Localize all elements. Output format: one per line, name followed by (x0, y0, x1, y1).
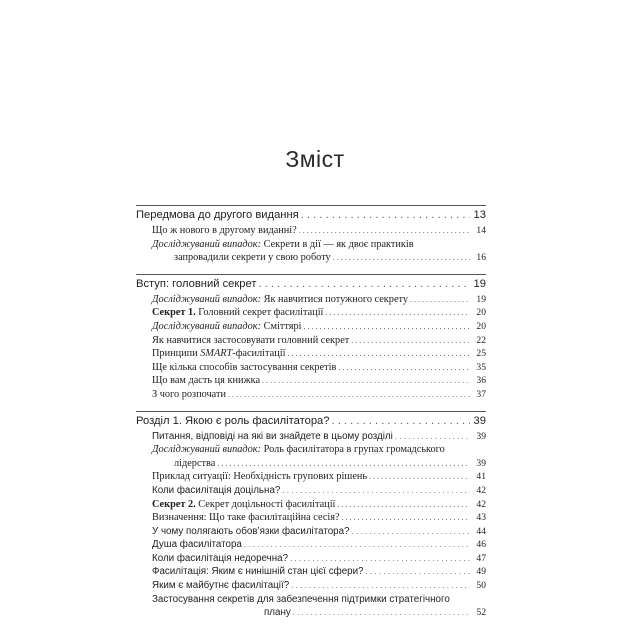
toc-heading-label: Вступ: головний секрет (136, 277, 257, 290)
dot-leader (291, 579, 470, 593)
toc-entry[interactable] (136, 430, 486, 444)
toc-entry-label: Що вам дасть ця книжка (152, 375, 261, 387)
toc-heading-page: 39 (473, 414, 486, 427)
toc-entry-label: У чому полягають обов’язки фасилітатора? (152, 525, 350, 537)
toc-entry[interactable] (136, 334, 486, 348)
toc-entry-label: Як навчитися застосовувати головний секрет (152, 334, 350, 346)
toc-entry-page: 42 (476, 484, 486, 496)
toc-entry-multiline[interactable] (136, 443, 486, 470)
toc-entry[interactable] (136, 320, 486, 334)
toc-entry[interactable] (136, 306, 486, 320)
toc-section-chapter-1 (136, 411, 486, 620)
toc-entry[interactable] (136, 361, 486, 375)
toc-entry-label: Сміттярі (261, 320, 302, 332)
toc-entry-page: 41 (476, 471, 486, 483)
toc-entry[interactable] (136, 498, 486, 512)
toc-entry[interactable] (136, 347, 486, 361)
toc-entry[interactable] (136, 538, 486, 552)
toc-entry-page: 20 (476, 320, 486, 332)
table-of-contents (136, 205, 486, 629)
toc-entry[interactable] (136, 511, 486, 525)
toc-heading[interactable] (136, 207, 486, 224)
toc-entry-page: 39 (476, 430, 486, 442)
dot-leader (333, 251, 470, 265)
toc-heading-page: 13 (473, 209, 486, 221)
toc-heading-page: 19 (473, 277, 486, 290)
dot-leader (244, 538, 470, 552)
dot-leader (217, 457, 470, 471)
toc-entry-multiline[interactable] (136, 593, 486, 620)
toc-entry-page: 19 (476, 293, 486, 305)
dot-leader (282, 484, 470, 498)
toc-entry[interactable] (136, 293, 486, 307)
toc-entry[interactable] (136, 579, 486, 593)
toc-entry[interactable] (136, 552, 486, 566)
toc-entry-page: 47 (476, 552, 486, 564)
dot-leader (352, 525, 471, 539)
smart-term: SMART (200, 348, 233, 360)
toc-entry-page: 16 (476, 252, 486, 264)
dot-leader (337, 498, 470, 512)
dot-leader (262, 374, 470, 388)
toc-entry-page: 43 (476, 512, 486, 524)
toc-entry-page: 52 (476, 607, 486, 619)
toc-entry-label: Головний секрет фасилітації (195, 307, 324, 319)
case-study-prefix: Досліджуваний випадок: (152, 444, 262, 456)
toc-entry-label: Що ж нового в другому виданні? (152, 225, 297, 236)
dot-leader (290, 552, 470, 566)
dot-leader (395, 430, 470, 444)
toc-entry-label: Секрети в дії — як двоє практиків (261, 238, 414, 250)
toc-entry-label: З чого розпочати (152, 388, 226, 400)
toc-entry-label: Питання, відповіді на які ви знайдете в цьому розділі (152, 430, 393, 442)
toc-entry-page: 50 (476, 580, 486, 592)
toc-entry-label: Ще кілька способів застосування секретів (152, 361, 337, 373)
toc-entry-label: Роль фасилітатора в групах громадського (261, 444, 445, 456)
toc-entry-page: 36 (476, 375, 486, 387)
toc-entry-label: Застосування секретів для забезпечення підтримки стратегічного (152, 593, 450, 605)
dot-leader (369, 470, 470, 484)
toc-entry-label: Коли фасилітація доцільна? (152, 484, 281, 496)
toc-entry[interactable] (136, 565, 486, 579)
toc-entry-label: Душа фасилітатора (152, 539, 242, 551)
toc-entry-page: 20 (476, 307, 486, 319)
toc-section-preface (136, 205, 486, 265)
toc-entry-label: Приклад ситуації: Необхідність групових рішень (152, 471, 368, 483)
secret-number: Секрет 2. (152, 498, 196, 510)
dot-leader (228, 388, 470, 402)
dot-leader (303, 320, 470, 334)
toc-entry-label: Яким є майбутнє фасилітації? (152, 580, 290, 592)
toc-entry[interactable] (136, 525, 486, 539)
dot-leader (366, 565, 470, 579)
case-study-prefix: Досліджуваний випадок: (152, 320, 262, 332)
toc-entry-page: 44 (476, 525, 486, 537)
toc-entry[interactable] (136, 374, 486, 388)
dot-leader (287, 347, 470, 361)
toc-entry-label: Як навчитися потужного секрету (261, 293, 409, 305)
toc-entry[interactable] (136, 388, 486, 402)
toc-heading-label: Розділ 1. Якою є роль фасилітатора? (136, 414, 330, 427)
toc-entry-label-cont: запровадили секрети у свою роботу (174, 252, 331, 264)
toc-entry[interactable] (136, 484, 486, 498)
toc-entry-page: 39 (476, 457, 486, 469)
dot-leader (299, 224, 470, 238)
toc-entry-label: Коли фасилітація недоречна? (152, 552, 289, 564)
toc-heading-label: Передмова до другого видання (136, 209, 299, 221)
toc-entry-page: 35 (476, 361, 486, 373)
toc-entry-page: 49 (476, 566, 486, 578)
dot-leader (293, 606, 470, 620)
page-title: Зміст (285, 146, 345, 172)
toc-entry-multiline[interactable] (136, 238, 486, 265)
dot-leader (410, 293, 470, 307)
dot-leader (301, 207, 470, 224)
toc-entry[interactable] (136, 224, 486, 238)
toc-entry-page: 22 (476, 334, 486, 346)
dot-leader (342, 511, 470, 525)
toc-section-intro (136, 274, 486, 402)
secret-number: Секрет 1. (152, 307, 196, 319)
toc-entry-label-cont: плану (264, 607, 291, 619)
toc-entry-page: 14 (476, 225, 486, 236)
toc-entry[interactable] (136, 470, 486, 484)
case-study-prefix: Досліджуваний випадок: (152, 238, 262, 250)
dot-leader (351, 334, 470, 348)
case-study-prefix: Досліджуваний випадок: (152, 293, 262, 305)
toc-entry-label: Визначення: Що таке фасилітаційна сесія? (152, 512, 340, 524)
toc-entry-page: 46 (476, 539, 486, 551)
toc-entry-page: 25 (476, 348, 486, 360)
toc-entry-label-suffix: -фасилітації (232, 348, 286, 360)
toc-heading[interactable] (136, 413, 486, 430)
dot-leader (325, 306, 470, 320)
toc-entry-label: Фасилітація: Яким є нинішній стан цієї сфери? (152, 566, 364, 578)
toc-entry-label: Секрет доцільності фасилітації (195, 498, 336, 510)
toc-entry-page: 42 (476, 498, 486, 510)
toc-entry-label-cont: лідерства (174, 457, 216, 469)
toc-entry-label: Принципи (152, 348, 201, 360)
toc-heading[interactable] (136, 276, 486, 293)
dot-leader (338, 361, 470, 375)
dot-leader (259, 276, 471, 293)
dot-leader (331, 413, 470, 430)
toc-entry-page: 37 (476, 388, 486, 400)
